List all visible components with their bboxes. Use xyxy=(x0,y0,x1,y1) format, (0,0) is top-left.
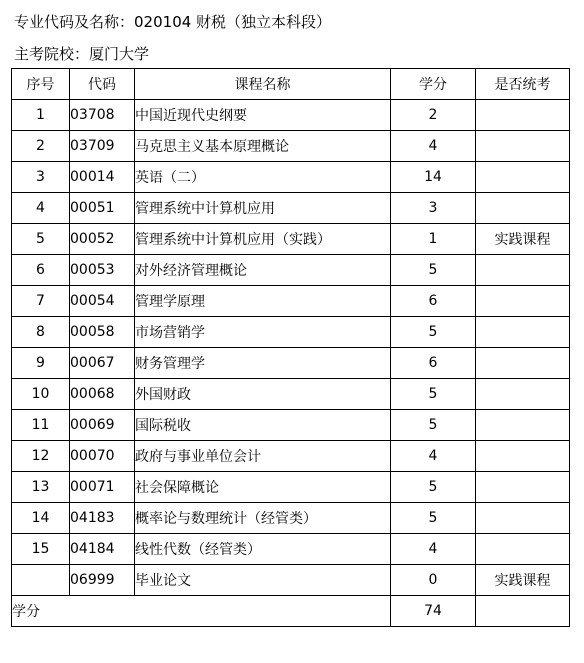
table-total-row xyxy=(12,596,570,627)
total-credit: 74 xyxy=(391,596,476,627)
cell-unified xyxy=(476,131,570,162)
cell-unified xyxy=(476,472,570,503)
major-value: 020104 财税（独立本科段） xyxy=(134,13,332,31)
table-row xyxy=(12,348,570,379)
cell-unified xyxy=(476,100,570,131)
cell-code: 00067 xyxy=(70,348,135,379)
cell-code: 00058 xyxy=(70,317,135,348)
cell-credit: 3 xyxy=(391,193,476,224)
cell-code: 00054 xyxy=(70,286,135,317)
cell-seq: 10 xyxy=(12,379,70,410)
table-row xyxy=(12,472,570,503)
table-row xyxy=(12,162,570,193)
cell-unified xyxy=(476,193,570,224)
cell-credit: 2 xyxy=(391,100,476,131)
cell-credit: 5 xyxy=(391,472,476,503)
cell-name: 市场营销学 xyxy=(135,317,391,348)
table-row xyxy=(12,379,570,410)
cell-unified xyxy=(476,379,570,410)
total-unified-empty xyxy=(476,596,570,627)
cell-name: 管理学原理 xyxy=(135,286,391,317)
column-header-code: 代码 xyxy=(70,69,135,100)
cell-unified xyxy=(476,410,570,441)
cell-unified xyxy=(476,441,570,472)
cell-code: 00071 xyxy=(70,472,135,503)
cell-seq: 8 xyxy=(12,317,70,348)
cell-name: 马克思主义基本原理概论 xyxy=(135,131,391,162)
cell-credit: 6 xyxy=(391,286,476,317)
cell-code: 00051 xyxy=(70,193,135,224)
table-header-row xyxy=(12,69,570,100)
cell-name: 对外经济管理概论 xyxy=(135,255,391,286)
cell-code: 00068 xyxy=(70,379,135,410)
cell-credit: 5 xyxy=(391,503,476,534)
school-value: 厦门大学 xyxy=(89,45,150,63)
column-header-credit: 学分 xyxy=(391,69,476,100)
cell-credit: 5 xyxy=(391,317,476,348)
cell-seq: 14 xyxy=(12,503,70,534)
cell-code: 06999 xyxy=(70,565,135,596)
cell-credit: 4 xyxy=(391,534,476,565)
major-label: 专业代码及名称： xyxy=(14,13,135,31)
cell-seq: 7 xyxy=(12,286,70,317)
table-row xyxy=(12,441,570,472)
cell-name: 中国近现代史纲要 xyxy=(135,100,391,131)
column-header-unified: 是否统考 xyxy=(476,69,570,100)
cell-code: 03708 xyxy=(70,100,135,131)
table-row xyxy=(12,193,570,224)
cell-credit: 4 xyxy=(391,131,476,162)
table-row xyxy=(12,503,570,534)
column-header-seq: 序号 xyxy=(12,69,70,100)
cell-unified xyxy=(476,286,570,317)
table-row xyxy=(12,255,570,286)
cell-name: 社会保障概论 xyxy=(135,472,391,503)
cell-unified: 实践课程 xyxy=(476,224,570,255)
cell-credit: 5 xyxy=(391,410,476,441)
cell-name: 政府与事业单位会计 xyxy=(135,441,391,472)
cell-seq: 5 xyxy=(12,224,70,255)
cell-name: 国际税收 xyxy=(135,410,391,441)
cell-code: 00052 xyxy=(70,224,135,255)
cell-seq: 4 xyxy=(12,193,70,224)
cell-seq: 6 xyxy=(12,255,70,286)
major-info-line xyxy=(14,12,331,32)
cell-unified: 实践课程 xyxy=(476,565,570,596)
cell-credit: 1 xyxy=(391,224,476,255)
cell-credit: 4 xyxy=(391,441,476,472)
cell-code: 00053 xyxy=(70,255,135,286)
cell-name: 外国财政 xyxy=(135,379,391,410)
cell-credit: 14 xyxy=(391,162,476,193)
cell-seq: 2 xyxy=(12,131,70,162)
cell-seq: 11 xyxy=(12,410,70,441)
cell-name: 管理系统中计算机应用 xyxy=(135,193,391,224)
cell-name: 财务管理学 xyxy=(135,348,391,379)
total-label xyxy=(12,596,391,627)
cell-name: 毕业论文 xyxy=(135,565,391,596)
cell-name: 英语（二） xyxy=(135,162,391,193)
cell-credit: 0 xyxy=(391,565,476,596)
table-row xyxy=(12,410,570,441)
table-row xyxy=(12,317,570,348)
table-row xyxy=(12,131,570,162)
cell-name: 概率论与数理统计（经管类） xyxy=(135,503,391,534)
cell-seq: 12 xyxy=(12,441,70,472)
school-label: 主考院校： xyxy=(14,45,90,63)
course-rows xyxy=(12,100,570,627)
total-label-text: 学分 xyxy=(12,604,40,620)
school-info-line xyxy=(14,44,149,64)
table-row xyxy=(12,534,570,565)
cell-code: 00070 xyxy=(70,441,135,472)
cell-seq: 9 xyxy=(12,348,70,379)
cell-name: 线性代数（经管类） xyxy=(135,534,391,565)
cell-seq xyxy=(12,565,70,596)
cell-unified xyxy=(476,348,570,379)
cell-unified xyxy=(476,503,570,534)
cell-code: 04183 xyxy=(70,503,135,534)
cell-code: 00014 xyxy=(70,162,135,193)
cell-name: 管理系统中计算机应用（实践） xyxy=(135,224,391,255)
cell-code: 03709 xyxy=(70,131,135,162)
cell-code: 00069 xyxy=(70,410,135,441)
table-row xyxy=(12,100,570,131)
cell-seq: 15 xyxy=(12,534,70,565)
cell-unified xyxy=(476,534,570,565)
cell-credit: 5 xyxy=(391,255,476,286)
cell-credit: 5 xyxy=(391,379,476,410)
table-row xyxy=(12,224,570,255)
cell-seq: 1 xyxy=(12,100,70,131)
cell-unified xyxy=(476,162,570,193)
course-table xyxy=(11,68,570,627)
table-row xyxy=(12,565,570,596)
cell-seq: 3 xyxy=(12,162,70,193)
cell-unified xyxy=(476,255,570,286)
cell-code: 04184 xyxy=(70,534,135,565)
cell-unified xyxy=(476,317,570,348)
table-row xyxy=(12,286,570,317)
column-header-name: 课程名称 xyxy=(135,69,391,100)
cell-credit: 6 xyxy=(391,348,476,379)
cell-seq: 13 xyxy=(12,472,70,503)
